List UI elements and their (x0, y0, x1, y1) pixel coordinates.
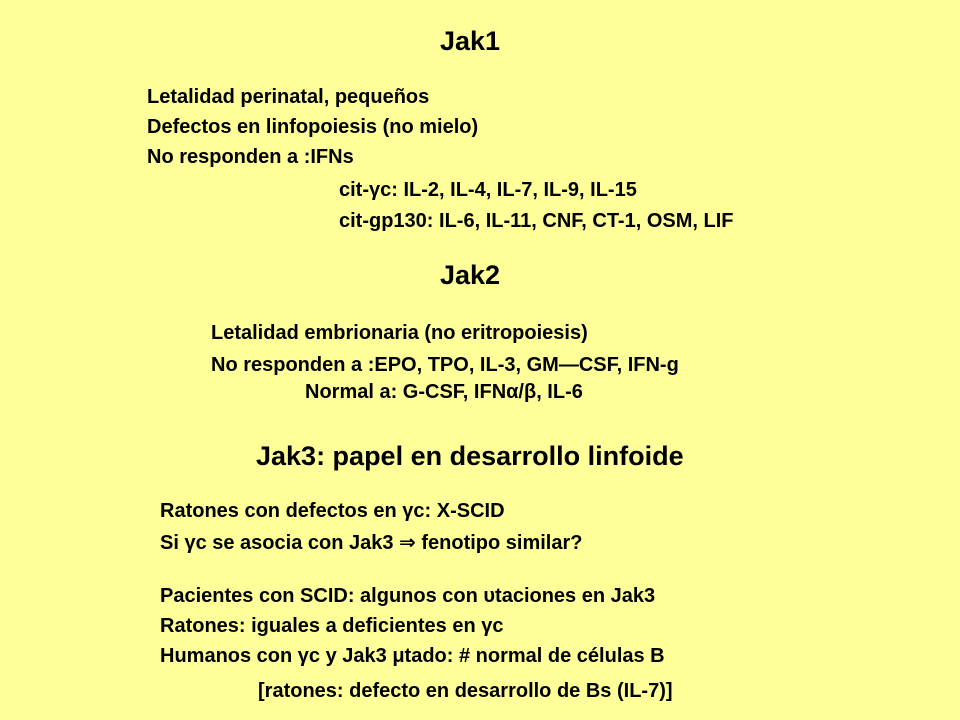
jak1-line-defects: Defectos en linfopoiesis (no mielo) (147, 116, 479, 138)
jak3-line-mice: Ratones: iguales a deficientes en γc (160, 615, 504, 637)
jak2-line-lethality: Letalidad embrionaria (no eritropoiesis) (211, 322, 588, 344)
jak3-line-humans: Humanos con γc y Jak3 μtado: # normal de células B (160, 645, 665, 667)
jak2-normal: Normal a: G-CSF, IFNα/β, IL-6 (305, 381, 583, 403)
jak2-line-no-response: No responden a :EPO, TPO, IL-3, GM—CSF, IFN-g (211, 354, 679, 376)
jak3-line-xscid: Ratones con defectos en γc: X-SCID (160, 500, 505, 522)
jak3-line-patients: Pacientes con SCID: algunos con υtaciones en Jak3 (160, 585, 656, 607)
jak3-block1 (160, 495, 582, 559)
jak1-title: Jak1 (440, 26, 501, 56)
jak3-note: [ratones: defecto en desarrollo de Bs (IL-7)] (258, 680, 673, 702)
jak1-cytokines (339, 175, 734, 237)
jak1-cytokine-gc: cit-γc: IL-2, IL-4, IL-7, IL-9, IL-15 (339, 179, 637, 201)
jak2-title: Jak2 (440, 260, 501, 290)
jak1-cytokine-gp130: cit-gp130: IL-6, IL-11, CNF, CT-1, OSM, LIF (339, 210, 734, 232)
jak1-effects (147, 82, 478, 172)
jak3-title: Jak3: papel en desarrollo linfoide (256, 441, 684, 471)
jak3-block2 (160, 581, 665, 671)
jak1-line-lethality: Letalidad perinatal, pequeños (147, 86, 430, 108)
jak2-effects (211, 317, 679, 381)
jak3-line-question: Si γc se asocia con Jak3 ⇒ fenotipo similar? (160, 532, 583, 554)
jak1-line-no-response: No responden a :IFNs (147, 146, 354, 168)
